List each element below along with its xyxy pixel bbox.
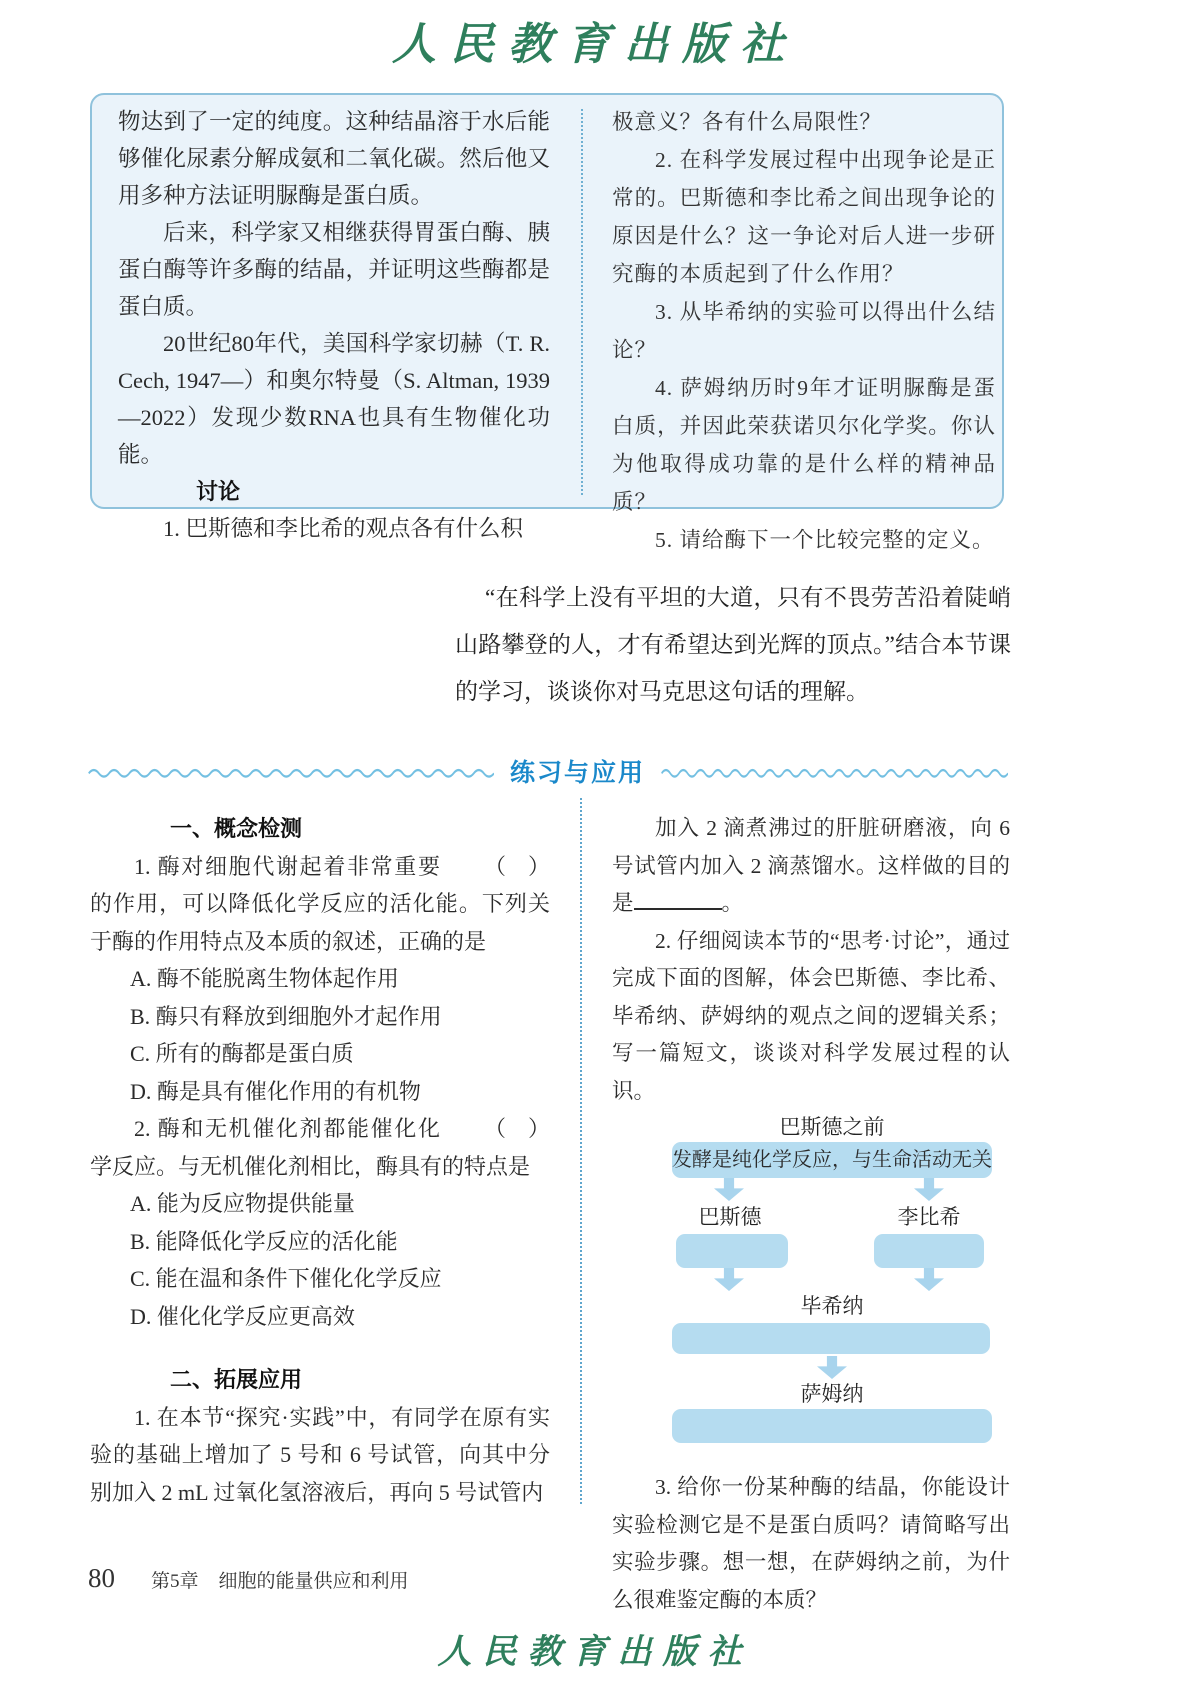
chapter-title: 细胞的能量供应和利用 [218,1571,409,1592]
diagram-arrow-row [672,1268,992,1291]
discussion-box [90,93,1004,552]
practice-left-column [90,802,550,1511]
section-2-heading: 二、拓展应用 [170,1367,303,1392]
practice-right-column [612,802,1010,1619]
question-1-option-c: C. 所有的酶都是蛋白质 [130,1041,354,1066]
question-1-option-a: A. 酶不能脱离生物体起作用 [130,966,399,991]
discussion-box-left-column [118,103,550,547]
diagram-label-before-pasteur: 巴斯德之前 [779,1115,885,1139]
section-1-heading: 一、概念检测 [170,816,303,841]
discussion-question-5: 5. 请给酶下一个比较完整的定义。 [655,528,995,552]
question-2-option-b: B. 能降低化学反应的活化能 [130,1228,398,1254]
diagram-arrow-row [672,1178,992,1201]
diagram-label-sumner: 萨姆纳 [800,1382,864,1406]
down-arrow-icon [817,1356,847,1379]
chapter-label: 第5章 [151,1571,199,1592]
answer-bracket: （ ） [483,1116,550,1141]
question-2: （ ） 2. 酶和无机催化剂都能催化化学反应。与无机催化剂相比，酶具有的特点是 [90,1110,550,1185]
discussion-question-2: 2. 在科学发展过程中出现争论是正常的。巴斯德和李比希之间出现争论的原因是什么？这一争论对后人进一步研究酶的本质起到了什么作用？ [612,148,996,286]
question-1-option-d: D. 酶是具有催化作用的有机物 [130,1078,421,1104]
extension-question-1: 1. 在本节“探究·实践”中，有同学在原有实验的基础上增加了 5 号和 6 号试管，向其中分别加入 2 mL 过氧化氢溶液后，再向 5 号试管内 [90,1404,550,1505]
extension-question-2: 2. 仔细阅读本节的“思考·讨论”，通过完成下面的图解，体会巴斯德、李比希、毕希纳、萨姆纳的观点之间的逻辑关系；写一篇短文，谈谈对科学发展过程的认识。 [612,928,1010,1103]
diagram-label-liebig: 李比希 [897,1205,961,1229]
diagram-box-pasteur-empty [676,1234,788,1268]
paragraph: 20世纪80年代，美国科学家切赫（T. R. Cech, 1947—）和奥尔特曼（S. Altman, 1939—2022）发现少数RNA也具有生物催化功能。 [118,331,550,467]
discussion-question-4: 4. 萨姆纳历时9年才证明脲酶是蛋白质，并因此荣获诺贝尔化学奖。你认为他取得成功靠的是什么样的精神品质？ [612,376,996,514]
diagram-branch-labels [672,1201,992,1234]
publisher-logo-top: 人民教育出版社 [392,19,798,70]
column-divider [581,109,583,495]
question-1: （ ） 1. 酶对细胞代谢起着非常重要的作用，可以降低化学反应的活化能。下列关于酶的作用特点及本质的叙述，正确的是 [90,848,550,961]
discussion-heading: 讨论 [196,479,241,504]
down-arrow-icon [714,1178,744,1201]
question-2-option-d: D. 催化化学反应更高效 [130,1303,355,1329]
diagram-branch-boxes [672,1234,992,1268]
diagram-label-pasteur: 巴斯德 [698,1205,762,1229]
marx-quote-paragraph: “在科学上没有平坦的大道，只有不畏劳苦沿着陡峭山路攀登的人，才有希望达到光辉的顶点。”结合本节课的学习，谈谈你对马克思这句话的理解。 [455,585,1011,704]
publisher-logo-bottom: 人民教育出版社 [437,1632,753,1672]
answer-bracket: （ ） [483,853,550,879]
paragraph: 物达到了一定的纯度。这种结晶溶于水后能够催化尿素分解成氨和二氧化碳。然后他又用多种方法证明脲酶是蛋白质。 [118,109,550,208]
diagram-box-liebig-empty [874,1234,984,1268]
discussion-question-1: 1. 巴斯德和李比希的观点各有什么积 [163,516,524,541]
extension-question-1-continued: 加入 2 滴煮沸过的肝脏研磨液，向 6 号试管内加入 2 滴蒸馏水。这样做的目的是 。 [612,816,1010,915]
question-2-option-a: A. 能为反应物提供能量 [130,1191,355,1216]
diagram-label-buchner: 毕希纳 [800,1294,864,1318]
page-number: 80 [88,1563,115,1593]
diagram-box-sumner-empty [672,1409,992,1443]
question-2-option-c: C. 能在温和条件下催化化学反应 [130,1266,442,1291]
question-1-option-b: B. 酶只有释放到细胞外才起作用 [130,1003,442,1029]
fill-in-blank [634,889,722,910]
discussion-question-1-continued: 极意义？各有什么局限性？ [612,110,883,134]
down-arrow-icon [914,1268,944,1291]
practice-section-header [88,753,1008,789]
discussion-question-3: 3. 从毕希纳的实验可以得出什么结论？ [612,300,996,362]
down-arrow-icon [714,1268,744,1291]
practice-column-divider [580,798,582,1504]
discussion-box-right-column [612,103,996,559]
wavy-line-right [661,765,1008,778]
page-footer [88,1563,409,1594]
practice-section-title: 练习与应用 [510,759,646,787]
diagram-box-buchner-empty [672,1323,990,1354]
extension-question-3: 3. 给你一份某种酶的结晶，你能设计实验检测它是不是蛋白质吗？请简略写出实验步骤。想一想，在萨姆纳之前，为什么很难鉴定酶的本质？ [612,1475,1010,1612]
down-arrow-icon [914,1178,944,1201]
paragraph: 后来，科学家又相继获得胃蛋白酶、胰蛋白酶等许多酶的结晶，并证明这些酶都是蛋白质。 [118,220,550,319]
diagram-box-fermentation-statement: 发酵是纯化学反应，与生命活动无关 [672,1142,992,1178]
scientists-flow-diagram [672,1112,992,1443]
wavy-line-left [88,765,494,778]
